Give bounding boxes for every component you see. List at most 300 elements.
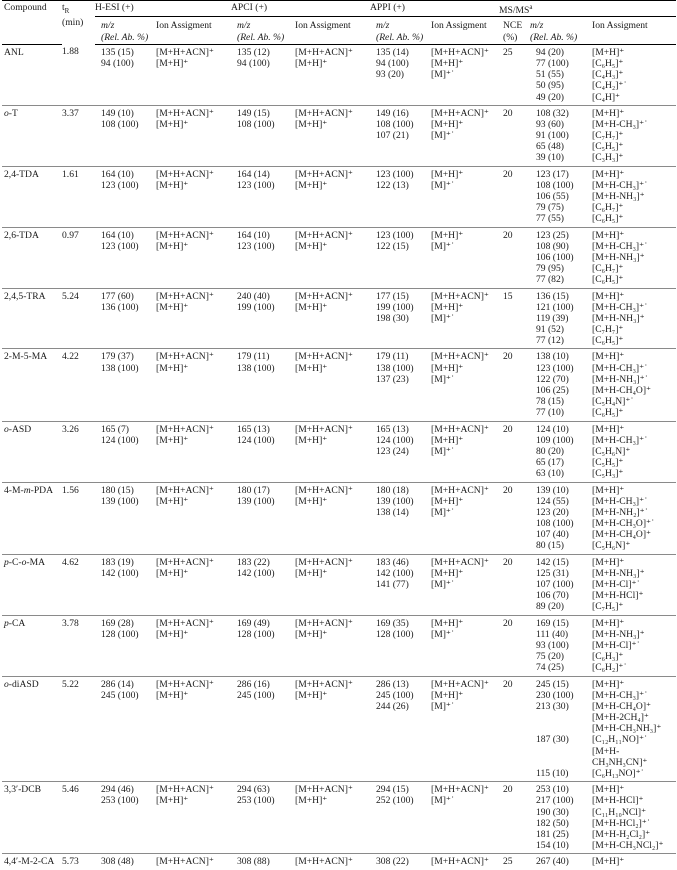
retention-time-cell: 4.22 [62,349,95,421]
appi-mz-cell-line: 294 (15) [376,784,409,796]
hesi-ion-cell [156,482,231,554]
hesi-ion-cell [156,676,231,782]
msms-ion-cell [592,288,676,349]
apci-ion-cell-line: [M+H+ACN]⁺ [295,351,353,363]
msms-mz-cell-line: 111 (40) [536,628,569,640]
nce-cell: 20 [499,105,530,166]
appi-ion-cell [431,105,499,166]
apci-mz-cell [231,615,295,676]
msms-mz-cell-line: 123 (20) [536,506,569,518]
apci-ion-cell [295,44,370,105]
appi-mz-cell [370,854,431,870]
retention-time-cell: 3.78 [62,615,95,676]
hesi-ion-cell [156,782,231,854]
appi-mz-cell [370,166,431,227]
appi-mz-cell-line: 122 (15) [376,240,409,252]
appi-ion-cell-line: [M+H+ACN]⁺ [431,290,489,302]
msms-mz-cell-line: 94 (20) [536,46,564,58]
appi-ion-cell-line: [M]⁺˙ [431,240,455,252]
hesi-ion-cell-line: [M+H]⁺ [156,118,189,130]
apci-ion-cell-line: [M+H]⁺ [295,362,328,374]
msms-mz-cell-line: 187 (30) [536,734,569,746]
appi-mz-cell-line: 149 (16) [376,107,409,119]
appi-ion-cell [431,676,499,782]
msms-mz-cell-line: 125 (31) [536,567,569,579]
hesi-ion-cell-line: [M+H]⁺ [156,567,189,579]
table-row [2,44,676,105]
apci-mz-cell [231,676,295,782]
appi-mz-cell-line: 137 (23) [376,373,409,385]
hesi-mz-cell [95,854,156,870]
hesi-mz-cell-line: 123 (100) [101,179,139,191]
hesi-ion-cell [156,227,231,288]
appi-ion-cell [431,227,499,288]
hesi-ion-cell-line: [M+H]⁺ [156,179,189,191]
msms-ion-cell-line: [C₅H₆N]⁺ [592,445,631,457]
appi-mz-cell-line: 199 (100) [376,301,414,313]
appi-ion-cell-line: [M+H]⁺ [431,301,464,313]
msms-mz-cell-line: 267 (40) [536,856,569,868]
appi-mz-cell-line: 108 (100) [376,118,414,130]
hesi-ion-cell-line: [M+H+ACN]⁺ [156,46,214,58]
compound-cell: 4-M-m-PDA [2,482,62,554]
hesi-ion-cell-line: [M+H]⁺ [156,434,189,446]
hesi-ion-cell [156,349,231,421]
appi-mz-cell-line: 142 (100) [376,567,414,579]
msms-mz-cell-line: 122 (70) [536,373,569,385]
appi-ion-cell-line: [M+H+ACN]⁺ [431,46,489,58]
apci-mz-cell-line: 108 (100) [237,118,275,130]
apci-mz-cell-line: 308 (88) [237,856,270,868]
msms-mz-cell-line: 123 (25) [536,229,569,241]
msms-mz-cell [530,227,592,288]
msms-mz-cell-line [536,746,592,757]
table-row [2,105,676,166]
hesi-mz-cell-line: 294 (46) [101,784,134,796]
msms-ion-cell-line: [C₅H₅]⁺ [592,141,624,153]
msms-mz-cell-line: 91 (100) [536,130,569,142]
appi-mz-cell-line: 169 (35) [376,617,409,629]
apci-mz-cell-line: 183 (22) [237,556,270,568]
hesi-ion-cell [156,421,231,482]
msms-ion-cell-line: [M+H]⁺ [592,617,625,629]
msms-mz-cell-line: 106 (100) [536,251,574,263]
compound-cell: o-diASD [2,676,62,782]
compound-cell: ANL [4,46,24,58]
apci-mz-cell [231,44,295,105]
appi-mz-cell-line: 124 (100) [376,434,414,446]
msms-ion-cell-line: [M+H-HCl]⁺ [592,590,644,602]
appi-mz-cell [370,288,431,349]
appi-ion-cell [431,288,499,349]
appi-ion-cell-line: [M+H]⁺ [431,434,464,446]
appi-mz-cell-line: 123 (24) [376,445,409,457]
apci-ion-cell-line: [M+H]⁺ [295,434,328,446]
hesi-mz-cell-line: 180 (15) [101,484,134,496]
retention-time-cell: 3.26 [62,421,95,482]
msms-ion-cell-line: [C₆H₅]⁺ [592,407,624,419]
msms-mz-cell-line: 74 (25) [536,662,564,674]
hesi-ion-cell-line: [M+H+ACN]⁺ [156,229,214,241]
appi-mz-cell [370,676,431,782]
compound-cell: o-ASD [2,421,62,482]
hesi-ion-cell-line: [M+H]⁺ [156,689,189,701]
apci-mz-cell [231,482,295,554]
hesi-ion-cell-line: [M+H+ACN]⁺ [156,290,214,302]
appi-mz-cell-line: 244 (26) [376,700,409,712]
hesi-mz-cell [95,554,156,615]
msms-mz-cell-line: 108 (90) [536,240,569,252]
table-row [2,288,676,349]
appi-mz-cell [370,421,431,482]
msms-mz-cell-line: 80 (20) [536,445,564,457]
apci-mz-cell-line: 135 (12) [237,46,270,58]
hesi-mz-cell-line: 164 (10) [101,229,134,241]
msms-mz-cell-line: 182 (50) [536,817,569,829]
msms-mz-cell-line: 190 (30) [536,806,569,818]
msms-ion-cell-line: [M+H-CH₃]⁺˙ [592,240,648,252]
compound-cell: 2,4-TDA [2,166,62,227]
msms-ion-cell-line: [M+H-CH₃]⁺˙ [592,301,648,313]
apci-mz-cell-line: 286 (16) [237,678,270,690]
hesi-mz-cell-line: 164 (10) [101,168,134,180]
msms-ion-cell-line: [M+H]⁺ [592,423,625,435]
msms-mz-cell-line: 77 (10) [536,407,564,419]
appi-mz-cell-line: 180 (18) [376,484,409,496]
hesi-mz-cell [95,349,156,421]
msms-mz-cell-line: 51 (55) [536,69,564,81]
msms-ion-cell [592,615,676,676]
msms-ion-cell-line: [C₃H₃]⁺ [592,152,624,164]
appi-ion-cell-line: [M+H]⁺ [431,168,464,180]
msms-mz-cell [530,782,592,854]
hesi-mz-cell-line: 139 (100) [101,495,139,507]
appi-mz-cell-line: 177 (15) [376,290,409,302]
msms-ion-cell-line: [M+H]⁺ [592,290,625,302]
apci-ion-cell-line: [M+H+ACN]⁺ [295,290,353,302]
appi-mz-cell-line: 94 (100) [376,57,409,69]
appi-mz-cell-line: 107 (21) [376,130,409,142]
msms-ion-cell-line: [M+H-CH₃]⁺˙ [592,118,648,130]
hesi-ion-cell-line: [M+H+ACN]⁺ [156,678,214,690]
msms-ion-cell-line: [M+H]⁺ [592,856,625,868]
nce-cell: 20 [499,676,530,782]
appi-ion-cell-line: [M+H]⁺ [431,617,464,629]
appi-mz-cell [370,554,431,615]
msms-ion-cell-line: [M+H-NH₃]⁺ [592,191,645,203]
msms-ion-cell-line: [M+H]⁺ [592,168,625,180]
msms-ion-cell-line: [C₆H₂]⁺˙ [592,662,627,674]
msms-ion-cell-line: [M+H-CH₃]⁺˙ [592,495,648,507]
appi-mz-cell-line: 123 (100) [376,229,414,241]
appi-ion-cell-line: [M+H+ACN]⁺ [431,484,489,496]
apci-mz-cell-line: 180 (17) [237,484,270,496]
retention-time-cell: 5.24 [62,288,95,349]
header-apci-mz: m/z (Rel. Ab. %) [231,17,295,44]
msms-mz-cell-line: 108 (32) [536,107,569,119]
hesi-mz-cell [95,166,156,227]
hesi-ion-cell-line: [M+H+ACN]⁺ [156,168,214,180]
msms-mz-cell-line: 245 (15) [536,678,569,690]
appi-ion-cell-line: [M+H]⁺ [431,229,464,241]
msms-mz-cell-line: 108 (100) [536,179,574,191]
msms-mz-cell-line: 75 (20) [536,651,564,663]
msms-mz-cell-line: 106 (70) [536,590,569,602]
appi-ion-cell-line: [M]⁺˙ [431,69,455,81]
msms-mz-cell-line: 124 (10) [536,423,569,435]
hesi-ion-cell-line: [M+H+ACN]⁺ [156,107,214,119]
apci-mz-cell-line: 179 (11) [237,351,270,363]
hesi-mz-cell-line: 308 (48) [101,856,134,868]
apci-mz-cell [231,554,295,615]
appi-ion-cell-line: [M]⁺˙ [431,130,455,142]
msms-ion-cell-line: [C₆H₁₃NO]⁺˙ [592,768,644,780]
msms-ion-cell-line: [C₆H₅]⁺ [592,213,624,225]
header-msms-ion: Ion Assigment [592,17,676,44]
msms-ion-cell-line: CH₃NH₃CN]⁺ [592,756,648,768]
msms-ion-cell-line: [C₆H₃]⁺ [592,651,624,663]
table-row [2,421,676,482]
hesi-ion-cell-line: [M+H+ACN]⁺ [156,617,214,629]
compound-cell: 2,6-TDA [2,227,62,288]
apci-mz-cell [231,227,295,288]
msms-ion-cell-line: [M+H]⁺ [592,229,625,241]
appi-ion-cell-line: [M+H+ACN]⁺ [431,784,489,796]
msms-mz-cell-line: 121 (100) [536,301,574,313]
appi-mz-cell [370,482,431,554]
apci-ion-cell-line: [M+H+ACN]⁺ [295,46,353,58]
msms-mz-cell [530,854,592,870]
apci-ion-cell [295,288,370,349]
appi-mz-cell-line: 123 (100) [376,168,414,180]
appi-ion-cell [431,421,499,482]
appi-ion-cell-line: [M]⁺˙ [431,179,455,191]
apci-ion-cell [295,166,370,227]
appi-ion-cell-line: [M]⁺˙ [431,700,455,712]
retention-time-cell: 1.61 [62,166,95,227]
msms-ion-cell-line: [M+H-H₂Cl₂]⁺ [592,828,651,840]
apci-ion-cell-line: [M+H+ACN]⁺ [295,168,353,180]
msms-mz-cell [530,421,592,482]
appi-ion-cell-line: [M+H]⁺ [431,495,464,507]
compound-cell: p-C-o-MA [2,554,62,615]
msms-mz-cell-line: 154 (10) [536,840,569,852]
apci-mz-cell-line: 138 (100) [237,362,275,374]
header-nce: NCE (%) [499,17,530,44]
nce-cell: 25 [499,854,530,870]
apci-ion-cell-line: [M+H]⁺ [295,795,328,807]
hesi-mz-cell [95,288,156,349]
msms-ion-cell-line: [C₄H₂]⁺˙ [592,80,627,92]
appi-mz-cell [370,227,431,288]
appi-mz-cell [370,349,431,421]
apci-mz-cell [231,854,295,870]
msms-ion-cell-line: [M+H-CH₃]⁺˙ [592,689,648,701]
hesi-mz-cell-line: 123 (100) [101,240,139,252]
apci-mz-cell-line: 94 (100) [237,57,270,69]
hesi-mz-cell [95,676,156,782]
msms-ion-cell-line: [M+H-NH₃]⁺ [592,251,645,263]
msms-ion-cell-line: [C₇H₅]⁺ [592,601,624,613]
msms-ion-cell-line: [M+H-NH₃]⁺ [592,628,645,640]
msms-mz-cell-line: 213 (30) [536,700,569,712]
apci-ion-cell-line: [M+H+ACN]⁺ [295,856,353,868]
compound-cell: p-CA [2,615,62,676]
appi-mz-cell [370,615,431,676]
hesi-ion-cell-line: [M+H]⁺ [156,495,189,507]
msms-mz-cell-line: 106 (55) [536,191,569,203]
table-row [2,676,676,782]
appi-ion-cell-line: [M]⁺˙ [431,445,455,457]
apci-ion-cell [295,615,370,676]
header-retention-time: $t_R$ (min) [62,1,95,45]
msms-ion-cell-line: [M+H-HCl]⁺ [592,795,644,807]
msms-ion-cell-line: [M+H-CH₃NCl₂]⁺ [592,840,664,852]
hesi-mz-cell [95,105,156,166]
hesi-ion-cell-line: [M+H+ACN]⁺ [156,856,214,868]
hesi-ion-cell [156,554,231,615]
hesi-mz-cell-line: 183 (19) [101,556,134,568]
appi-ion-cell-line: [M]⁺˙ [431,312,455,324]
apci-ion-cell-line: [M+H+ACN]⁺ [295,107,353,119]
msms-mz-cell-line: 123 (100) [536,362,574,374]
msms-mz-cell-line: 123 (17) [536,168,569,180]
msms-mz-cell-line: 217 (100) [536,795,574,807]
apci-mz-cell-line: 149 (15) [237,107,270,119]
apci-ion-cell [295,105,370,166]
msms-ion-cell-line: [C₁₁H₁₀NCl]⁺ [592,806,647,818]
retention-time-cell: 1.56 [62,482,95,554]
table-row [2,615,676,676]
header-appi-ion: Ion Assigment [431,17,499,44]
apci-ion-cell [295,854,370,870]
msms-ion-cell [592,166,676,227]
hesi-mz-cell-line: 108 (100) [101,118,139,130]
msms-ion-cell [592,676,676,782]
msms-ion-cell [592,227,676,288]
hesi-ion-cell-line: [M+H]⁺ [156,362,189,374]
msms-ion-cell [592,44,676,105]
appi-ion-cell-line: [M+H]⁺ [431,362,464,374]
hesi-ion-cell-line: [M+H+ACN]⁺ [156,423,214,435]
msms-ion-cell [592,554,676,615]
table-row [2,227,676,288]
appi-ion-cell-line: [M]⁺˙ [431,795,455,807]
appi-mz-cell-line: 128 (100) [376,628,414,640]
apci-ion-cell-line: [M+H]⁺ [295,495,328,507]
table-row [2,854,676,870]
apci-mz-cell-line: 199 (100) [237,301,275,313]
msms-mz-cell-line: 63 (10) [536,468,564,480]
msms-ion-cell-line: [M+H-NH₂]⁺˙ [592,506,648,518]
appi-mz-cell-line: 138 (14) [376,506,409,518]
apci-mz-cell-line: 124 (100) [237,434,275,446]
msms-ion-cell-line: [C₆H₇]⁺ [592,202,624,214]
appi-mz-cell-line: 245 (100) [376,689,414,701]
appi-ion-cell-line: [M]⁺˙ [431,506,455,518]
apci-mz-cell [231,782,295,854]
hesi-mz-cell [95,482,156,554]
msms-mz-cell-line [536,757,592,768]
msms-ion-cell-line: [C₅H₃]⁺ [592,468,624,480]
apci-ion-cell [295,227,370,288]
msms-ion-cell-line: [M+H-Cl]⁺˙ [592,579,640,591]
appi-mz-cell-line: 139 (100) [376,495,414,507]
hesi-mz-cell-line: 177 (60) [101,290,134,302]
hesi-mz-cell-line: 149 (10) [101,107,134,119]
msms-mz-cell [530,676,592,782]
hesi-mz-cell [95,615,156,676]
msms-ion-cell-line: [M+H]⁺ [592,678,625,690]
apci-mz-cell-line: 164 (10) [237,229,270,241]
nce-cell: 20 [499,421,530,482]
msms-ion-cell-line: [C₆H₅]⁺ [592,57,624,69]
msms-mz-cell-line: 77 (12) [536,335,564,347]
appi-ion-cell-line: [M+H]⁺ [431,57,464,69]
apci-ion-cell [295,349,370,421]
msms-mz-cell-line: 91 (52) [536,324,564,336]
appi-mz-cell-line: 141 (77) [376,579,409,591]
hesi-mz-cell-line: 124 (100) [101,434,139,446]
apci-ion-cell [295,554,370,615]
apci-ion-cell-line: [M+H+ACN]⁺ [295,617,353,629]
table-row [2,349,676,421]
apci-mz-cell-line: 123 (100) [237,179,275,191]
appi-mz-cell-line: 198 (30) [376,312,409,324]
msms-mz-cell [530,166,592,227]
msms-mz-cell-line: 65 (17) [536,457,564,469]
apci-mz-cell-line: 164 (14) [237,168,270,180]
hesi-mz-cell-line: 136 (100) [101,301,139,313]
msms-ion-cell-line: [M+H]⁺ [592,351,625,363]
msms-mz-cell-line: 138 (10) [536,351,569,363]
msms-mz-cell [530,349,592,421]
appi-ion-cell [431,482,499,554]
header-apci-ion: Ion Assigment [295,17,370,44]
apci-ion-cell-line: [M+H]⁺ [295,179,328,191]
appi-ion-cell [431,854,499,870]
appi-ion-cell-line: [M+H+ACN]⁺ [431,856,489,868]
header-msms-mz: m/z (Rel. Ab. %) [530,17,592,44]
apci-mz-cell-line: 128 (100) [237,628,275,640]
hesi-ion-cell [156,854,231,870]
retention-time-cell: 3.37 [62,105,95,166]
hesi-mz-cell-line: 169 (28) [101,617,134,629]
hesi-ion-cell [156,166,231,227]
appi-mz-cell-line: 138 (100) [376,362,414,374]
msms-ion-cell-line: [M+H-Cl]⁺˙ [592,639,640,651]
msms-mz-cell-line: 49 (20) [536,91,564,103]
appi-ion-cell [431,166,499,227]
appi-mz-cell-line: 165 (13) [376,423,409,435]
hesi-mz-cell [95,44,156,105]
nce-cell: 20 [499,615,530,676]
nce-cell: 15 [499,288,530,349]
msms-mz-cell-line: 230 (100) [536,689,574,701]
apci-ion-cell-line: [M+H+ACN]⁺ [295,484,353,496]
hesi-mz-cell-line: 286 (14) [101,678,134,690]
apci-ion-cell-line: [M+H]⁺ [295,689,328,701]
compound-cell: 2-M-5-MA [2,349,62,421]
msms-ion-cell-line: [M+H]⁺ [592,46,625,58]
msms-mz-cell-line: 77 (55) [536,213,564,225]
nce-cell: 20 [499,482,530,554]
compound-cell: o-T [2,105,62,166]
hesi-mz-cell-line: 142 (100) [101,567,139,579]
nce-cell: 20 [499,782,530,854]
msms-mz-cell-line: 124 (55) [536,495,569,507]
apci-mz-cell-line: 142 (100) [237,567,275,579]
